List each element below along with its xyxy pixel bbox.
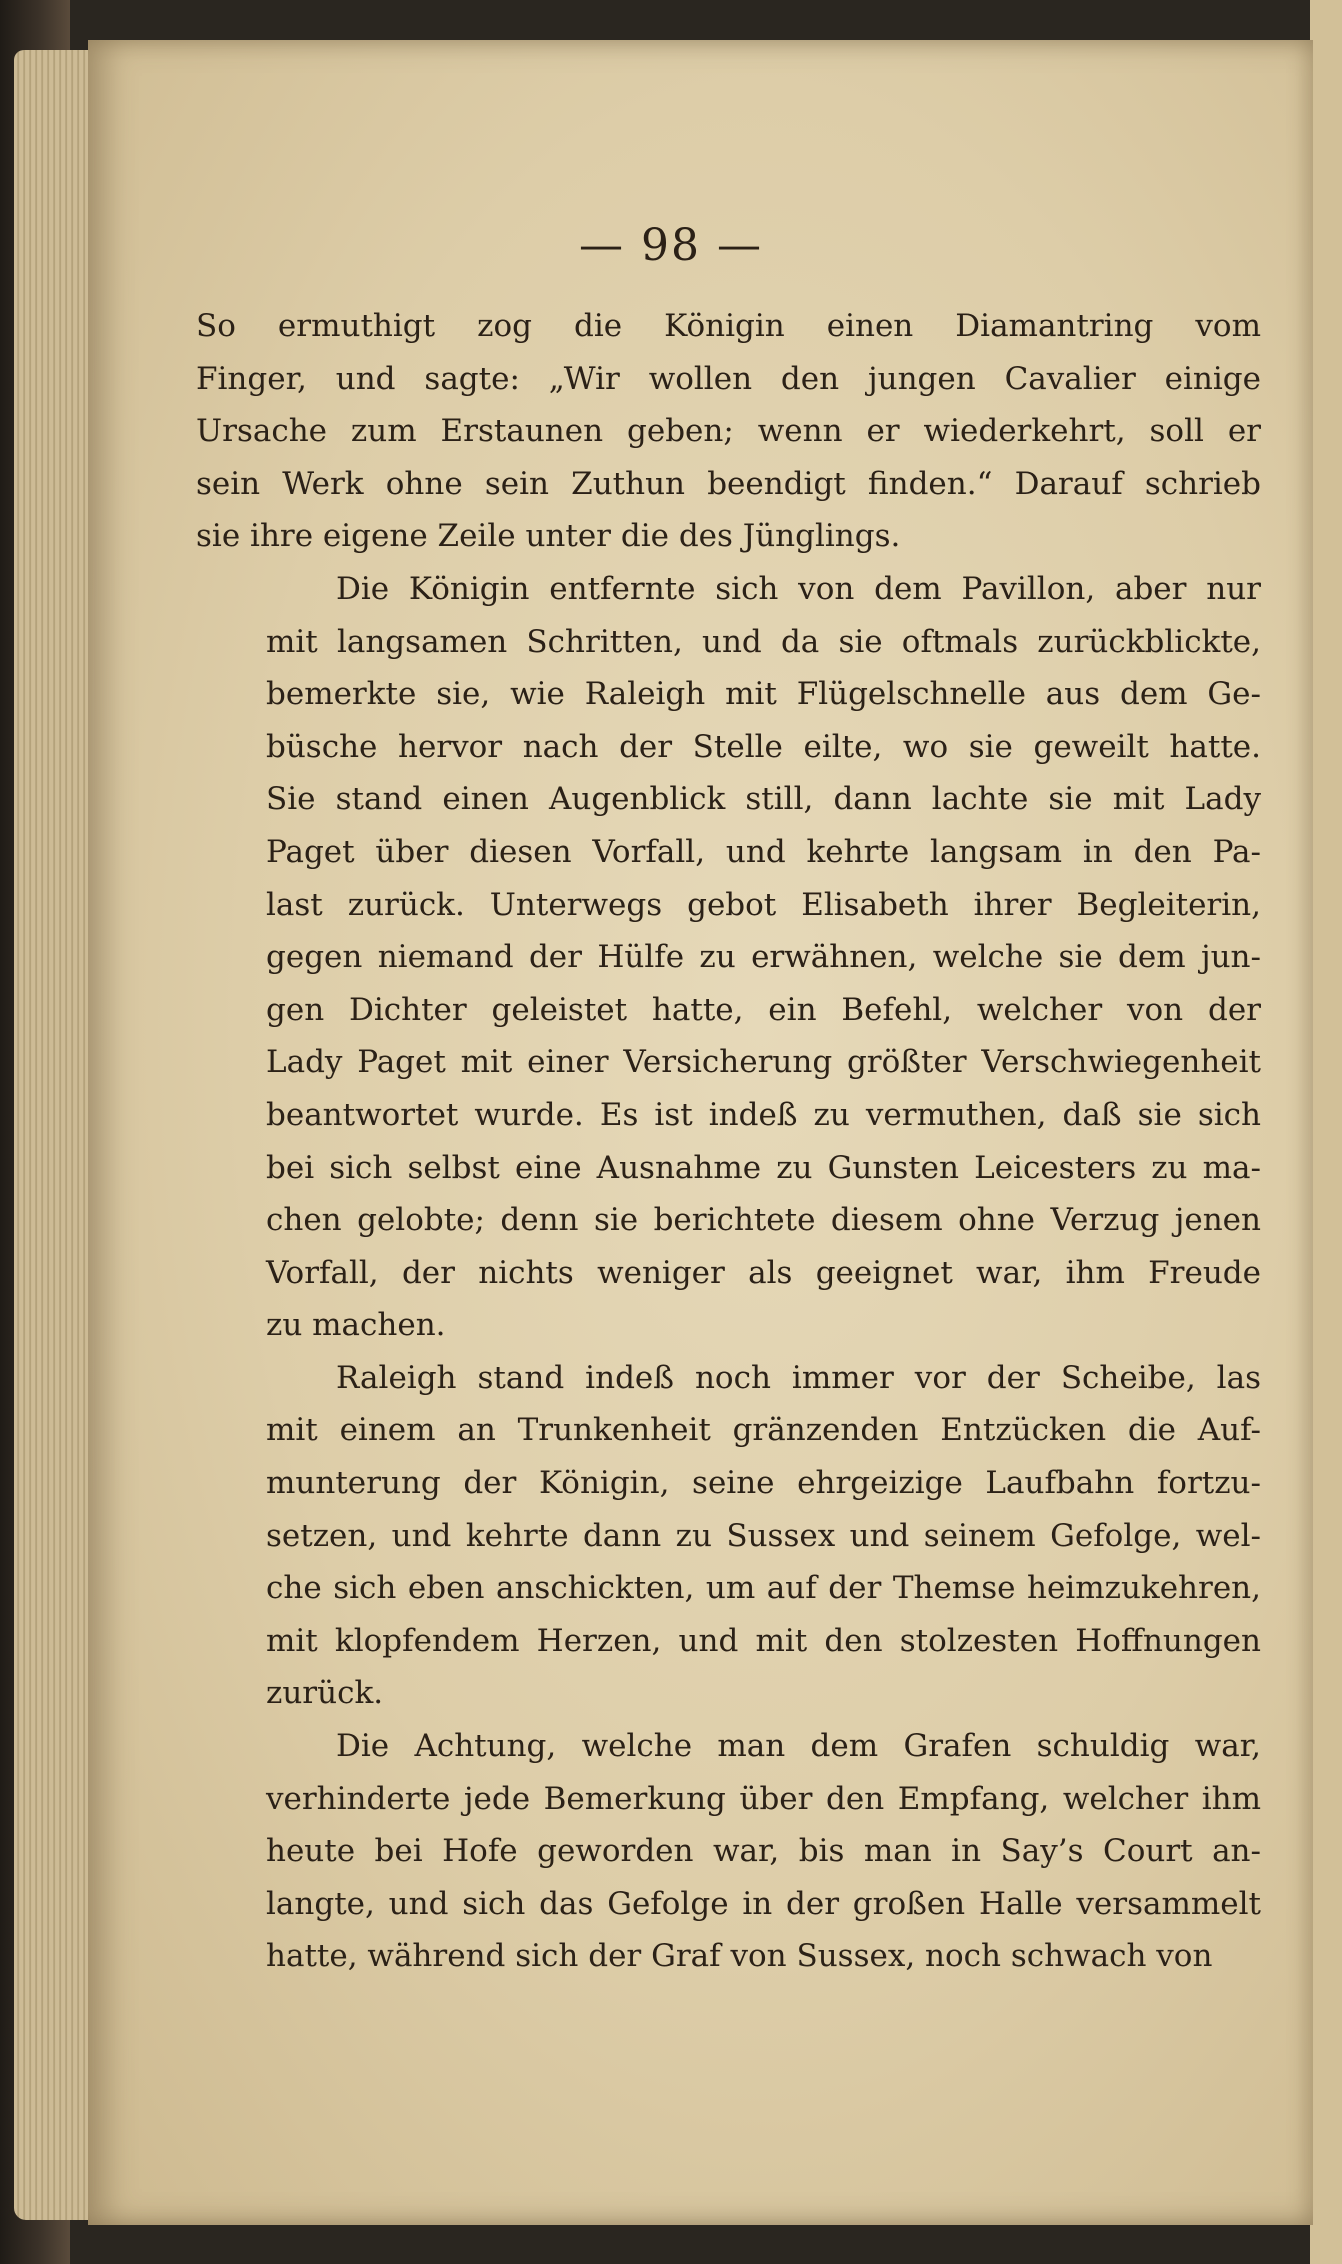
text-line: gen Dichter geleistet hatte, ein Befehl, welcher von der	[266, 991, 1261, 1028]
text-line: sein Werk ohne sein Zuthun beendigt finden.“ Darauf schrieb	[196, 465, 1261, 502]
text-line: heute bei Hofe geworden war, bis man in Say’s Court an-	[266, 1833, 1261, 1870]
text-line: So ermuthigt zog die Königin einen Diamantring vom	[196, 308, 1261, 344]
text-line: Lady Paget mit einer Versicherung größter Verschwiegenheit	[266, 1044, 1261, 1081]
text-line: verhinderte jede Bemerkung über den Empfang, welcher ihm	[266, 1780, 1261, 1817]
text-line: setzen, und kehrte dann zu Sussex und seinem Gefolge, wel-	[266, 1517, 1261, 1554]
text-line: zurück.	[266, 1675, 384, 1712]
text-line: last zurück. Unterwegs gebot Elisabeth ihrer Begleiterin,	[266, 886, 1261, 923]
text-line: bemerkte sie, wie Raleigh mit Flügelschnelle aus dem Ge-	[266, 676, 1261, 713]
text-line: büsche hervor nach der Stelle eilte, wo sie geweilt hatte.	[266, 728, 1261, 765]
text-line: Sie stand einen Augenblick still, dann lachte sie mit Lady	[266, 781, 1261, 818]
right-paper-edge	[1310, 0, 1342, 2264]
text-line: beantwortet wurde. Es ist indeß zu vermuthen, daß sie sich	[266, 1096, 1261, 1133]
body-text	[196, 300, 1261, 1983]
text-line: mit klopfendem Herzen, und mit den stolzesten Hoffnungen	[266, 1622, 1261, 1659]
page-number: — 98 —	[579, 220, 763, 271]
text-line: mit einem an Trunkenheit gränzenden Entzücken die Auf-	[266, 1412, 1261, 1449]
text-line: Die Königin entfernte sich von dem Pavillon, aber nur	[336, 570, 1261, 607]
paragraph	[196, 1352, 1261, 1720]
text-line: sie ihre eigene Zeile unter die des Jünglings.	[196, 518, 901, 555]
paragraph	[196, 300, 1261, 563]
text-line: Die Achtung, welche man dem Grafen schuldig war,	[336, 1728, 1261, 1765]
text-line: mit langsamen Schritten, und da sie oftmals zurückblickte,	[266, 623, 1261, 660]
text-line: chen gelobte; denn sie berichtete diesem ohne Verzug jenen	[266, 1202, 1261, 1239]
text-line: bei sich selbst eine Ausnahme zu Gunsten Leicesters zu ma-	[266, 1149, 1261, 1186]
text-line: Ursache zum Erstaunen geben; wenn er wiederkehrt, soll er	[196, 413, 1261, 450]
text-line: munterung der Königin, seine ehrgeizige Laufbahn fortzu-	[266, 1465, 1261, 1502]
paragraph	[196, 563, 1261, 1352]
paragraph	[196, 1720, 1261, 1983]
text-line: Raleigh stand indeß noch immer vor der Scheibe, las	[336, 1359, 1261, 1396]
text-line: zu machen.	[266, 1307, 446, 1344]
text-line: Vorfall, der nichts weniger als geeignet war, ihm Freude	[266, 1254, 1261, 1291]
text-line: che sich eben anschickten, um auf der Themse heimzukehren,	[266, 1570, 1261, 1607]
text-line: Finger, und sagte: „Wir wollen den jungen Cavalier einige	[196, 360, 1261, 397]
text-line: Paget über diesen Vorfall, und kehrte langsam in den Pa-	[266, 833, 1261, 870]
text-line: gegen niemand der Hülfe zu erwähnen, welche sie dem jun-	[266, 939, 1261, 976]
text-line: langte, und sich das Gefolge in der großen Halle versammelt	[266, 1885, 1261, 1922]
text-line: hatte, während sich der Graf von Sussex, noch schwach von	[266, 1938, 1213, 1975]
